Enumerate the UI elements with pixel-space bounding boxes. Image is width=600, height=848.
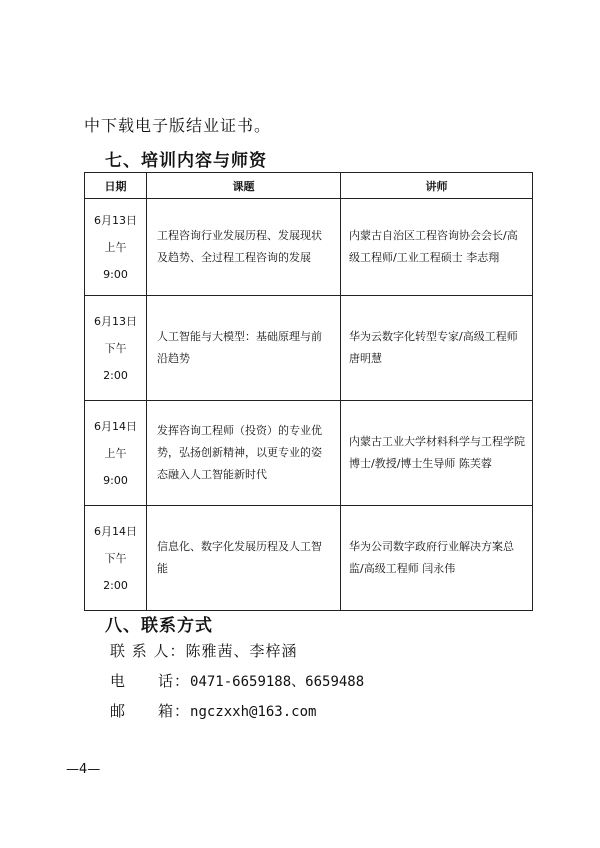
date-time: 2:00	[103, 368, 128, 382]
date-time: 2:00	[103, 578, 128, 592]
date-period: 下午	[104, 551, 127, 565]
contact-email-value: ngczxxh@163.com	[190, 704, 317, 720]
date-time: 9:00	[103, 267, 128, 281]
table-row	[85, 401, 533, 506]
date-cell	[85, 506, 147, 611]
lecturer-cell: 华为云数字化转型专家/高级工程师 唐明慧	[341, 296, 533, 401]
date-period: 上午	[104, 446, 127, 460]
page-number: —4—	[66, 762, 101, 777]
date-period: 下午	[104, 341, 127, 355]
lecturer-cell: 内蒙古自治区工程咨询协会会长/高级工程师/工业工程硕士 李志翔	[341, 199, 533, 296]
contact-phone-value: 0471-6659188、6659488	[190, 674, 365, 690]
intro-text: 中下载电子版结业证书。	[84, 116, 272, 135]
header-lecturer: 讲师	[341, 173, 533, 199]
topic-cell: 信息化、数字化发展历程及人工智能	[147, 506, 341, 611]
date-day: 6月13日	[94, 213, 137, 227]
contact-phone-label: 电 话：	[110, 672, 191, 690]
table-row	[85, 199, 533, 296]
date-day: 6月14日	[94, 419, 137, 433]
date-time: 9:00	[103, 473, 128, 487]
table-header-row	[85, 173, 533, 199]
contact-person-label: 联 系 人：	[110, 642, 186, 660]
topic-cell: 人工智能与大模型：基础原理与前沿趋势	[147, 296, 341, 401]
section-heading-training: 七、培训内容与师资	[105, 151, 267, 171]
schedule-table	[84, 172, 533, 611]
contact-phone-line	[110, 670, 364, 691]
date-day: 6月14日	[94, 524, 137, 538]
contact-person-value: 陈雅茜、李梓涵	[185, 642, 298, 660]
date-cell	[85, 401, 147, 506]
header-date: 日期	[85, 173, 147, 199]
header-topic: 课题	[147, 173, 341, 199]
lecturer-cell: 内蒙古工业大学材料科学与工程学院博士/教授/博士生导师 陈芙蓉	[341, 401, 533, 506]
date-cell	[85, 296, 147, 401]
table-row	[85, 296, 533, 401]
date-day: 6月13日	[94, 314, 137, 328]
topic-cell: 发挥咨询工程师（投资）的专业优势，弘扬创新精神，以更专业的姿态融入人工智能新时代	[147, 401, 341, 506]
table-row	[85, 506, 533, 611]
topic-cell: 工程咨询行业发展历程、发展现状及趋势、全过程工程咨询的发展	[147, 199, 341, 296]
contact-email-label: 邮 箱：	[110, 702, 191, 720]
date-period: 上午	[104, 240, 127, 254]
contact-email-line	[110, 700, 316, 721]
section-heading-contact: 八、联系方式	[105, 616, 213, 636]
lecturer-cell: 华为公司数字政府行业解决方案总监/高级工程师 闫永伟	[341, 506, 533, 611]
contact-person-line	[110, 640, 298, 661]
date-cell	[85, 199, 147, 296]
